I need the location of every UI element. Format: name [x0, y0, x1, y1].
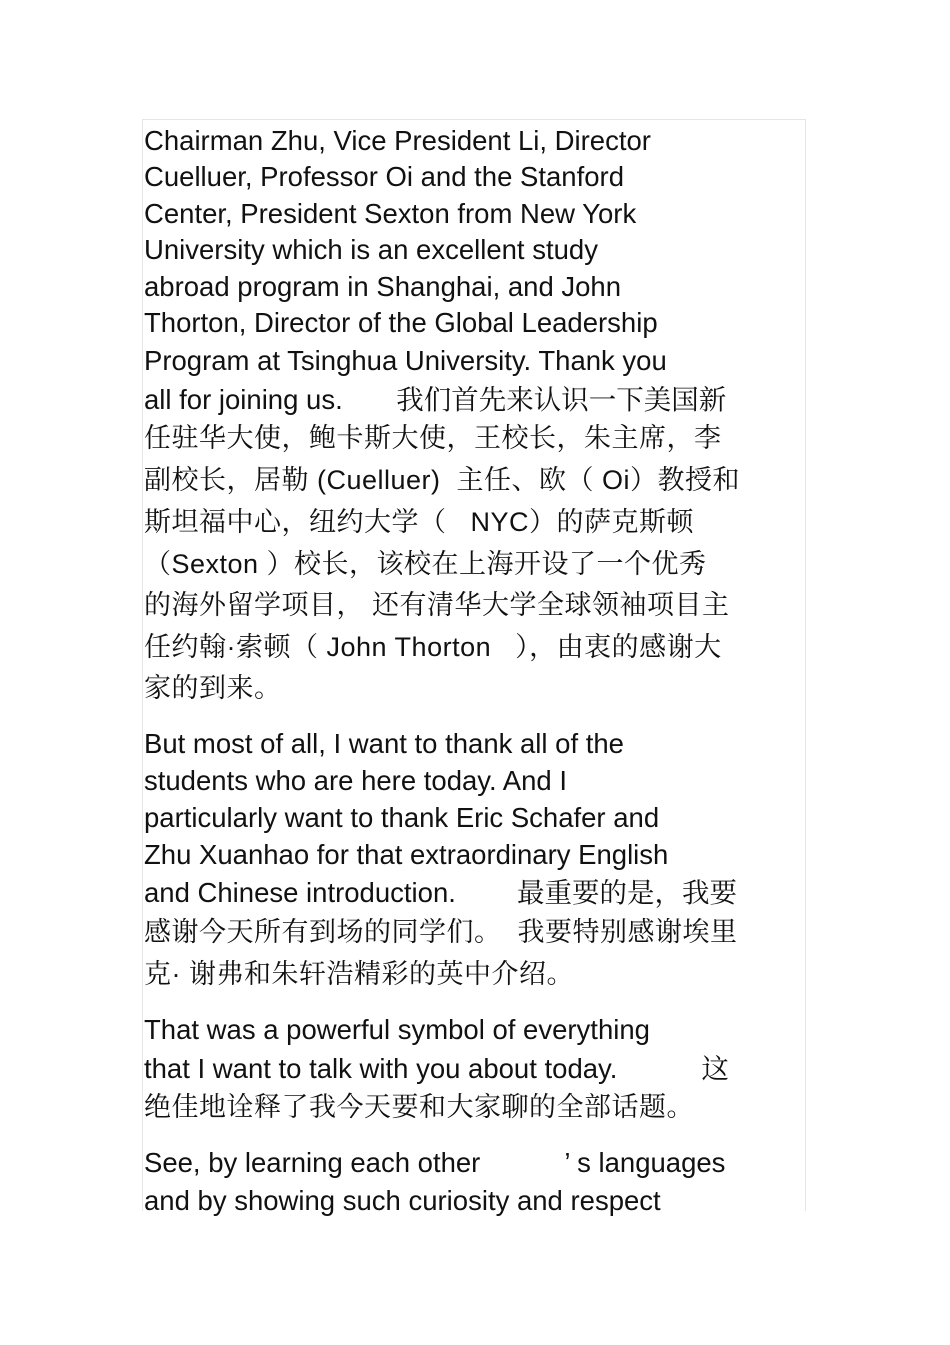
text-line: Thorton, Director of the Global Leadership — [144, 307, 658, 338]
text-line: 任约翰·索顿（ John Thorton ），由衷的感谢大 — [144, 632, 722, 662]
text-line: Cuelluer, Professor Oi and the Stanford — [144, 161, 624, 192]
text-line: That was a powerful symbol of everything — [144, 1014, 650, 1045]
text-line: 任驻华大使，鲍卡斯大使，王校长，朱主席，李 — [144, 423, 722, 453]
text-line: （Sexton ）校长，该校在上海开设了一个优秀 — [144, 549, 707, 579]
text-line: 绝佳地诠释了我今天要和大家聊的全部话题。 — [144, 1092, 694, 1122]
text-line: 的海外留学项目， 还有清华大学全球领袖项目主 — [144, 590, 730, 620]
text-line: Center, President Sexton from New York — [144, 198, 637, 229]
text-line: Zhu Xuanhao for that extraordinary English — [144, 839, 669, 870]
text-line: 感谢今天所有到场的同学们。 我要特别感谢埃里 — [144, 917, 738, 947]
text-line: 克· 谢弗和朱轩浩精彩的英中介绍。 — [144, 959, 574, 989]
text-line: and by showing such curiosity and respect — [144, 1185, 661, 1216]
text-line: and Chinese introduction. 最重要的是，我要 — [144, 877, 737, 908]
text-line: 副校长，居勒 (Cuelluer) 主任、欧（ Oi）教授和 — [144, 465, 741, 495]
text-line: that I want to talk with you about today. 这 — [144, 1053, 729, 1084]
text-line: particularly want to thank Eric Schafer and — [144, 802, 660, 833]
text-line: See, by learning each other ’ s languages — [144, 1147, 726, 1178]
text-line: students who are here today. And I — [144, 765, 567, 796]
text-line: 斯坦福中心，纽约大学（ NYC）的萨克斯顿 — [144, 507, 695, 537]
text-line: Chairman Zhu, Vice President Li, Director — [144, 125, 651, 156]
text-line: But most of all, I want to thank all of the — [144, 728, 624, 759]
text-line: abroad program in Shanghai, and John — [144, 271, 622, 302]
text-line: 家的到来。 — [144, 673, 282, 703]
text-line: University which is an excellent study — [144, 234, 598, 265]
text-line: Program at Tsinghua University. Thank you — [144, 345, 667, 376]
text-line: all for joining us. 我们首先来认识一下美国新 — [144, 384, 727, 415]
